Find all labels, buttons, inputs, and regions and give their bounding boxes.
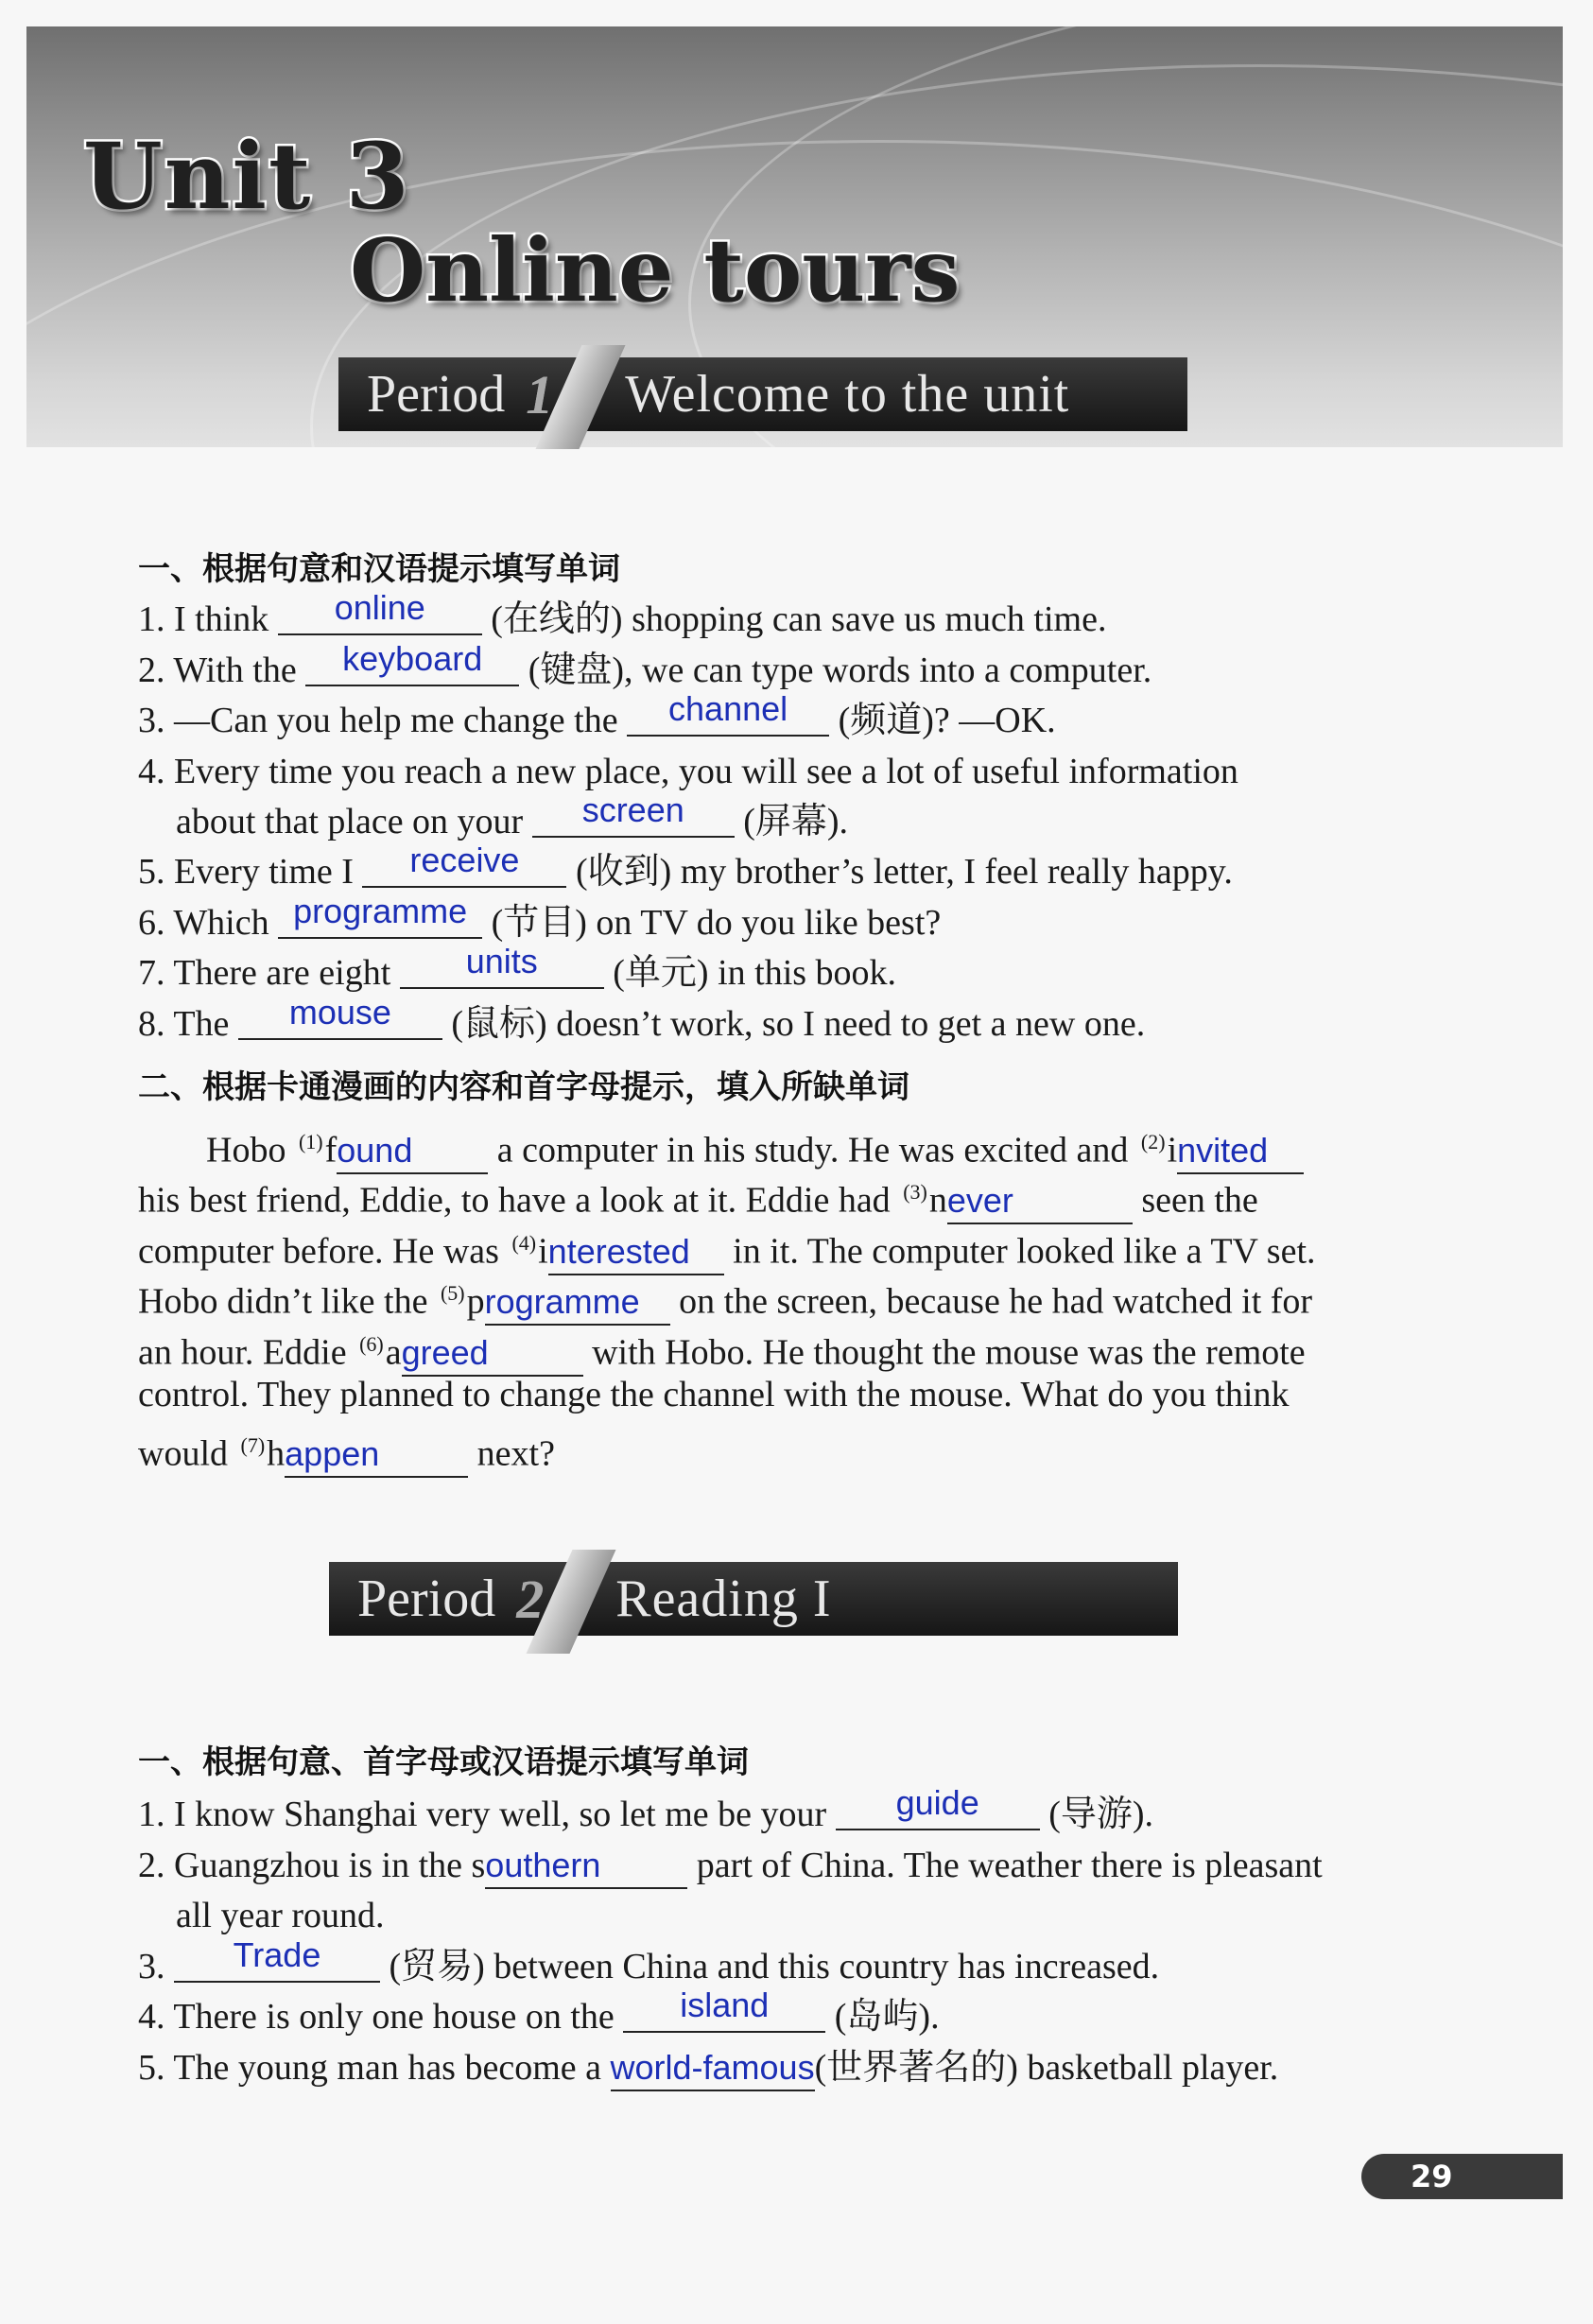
section-heading: 一、根据句意和汉语提示填写单词 — [138, 550, 620, 588]
exercise-line: all year round. — [176, 1896, 385, 1935]
answer-blank[interactable]: rogramme — [485, 1280, 670, 1326]
answer-blank[interactable]: ound — [337, 1129, 488, 1174]
answer-blank[interactable]: online — [278, 598, 482, 635]
exercise-line: 1. I think online (在线的) shopping can save us much time. — [138, 588, 1107, 639]
exercise-line: 7. There are eight units (单元) in this book. — [138, 942, 897, 993]
exercise-line: 3. —Can you help me change the channel (频道)? —OK. — [138, 689, 1056, 740]
passage-line: Hobo $^{(1)}$found a computer in his study. He was excited and $^{(2)}$invited — [206, 1120, 1304, 1174]
answer-blank[interactable]: greed — [402, 1331, 583, 1377]
section-heading: 一、根据句意、首字母或汉语提示填写单词 — [138, 1743, 749, 1781]
exercise-line: 5. The young man has become a world-famous(世界著名的) basketball player. — [138, 2046, 1278, 2091]
answer-blank[interactable]: ever — [947, 1179, 1133, 1224]
period-title: Welcome to the unit — [625, 365, 1070, 424]
exercise-line: 3. Trade (贸易) between China and this country has increased. — [138, 1935, 1160, 1986]
exercise-line: 6. Which programme (节目) on TV do you like best? — [138, 892, 942, 943]
unit-title: Unit 3 — [83, 123, 411, 230]
unit-subtitle: Online tours — [350, 219, 961, 321]
exercise-line: 2. With the keyboard (键盘), we can type words into a computer. — [138, 639, 1152, 690]
period-number: 2 — [516, 1568, 545, 1630]
answer-blank[interactable]: world-famous — [611, 2046, 815, 2091]
answer-blank[interactable]: programme — [278, 901, 482, 939]
period-label: Period — [367, 365, 506, 424]
page-number: 29 — [1361, 2154, 1563, 2199]
period-1-bar — [338, 357, 1187, 431]
answer-blank[interactable]: channel — [627, 699, 829, 737]
passage-line: computer before. He was $^{(4)}$interested in it. The computer looked like a TV set. — [138, 1222, 1316, 1275]
answer-blank[interactable]: appen — [285, 1432, 468, 1478]
exercise-line: 5. Every time I receive (收到) my brother’s letter, I feel really happy. — [138, 841, 1233, 892]
passage-line: would $^{(7)}$happen next? — [138, 1424, 555, 1478]
answer-blank[interactable]: guide — [836, 1793, 1040, 1830]
answer-blank[interactable]: island — [623, 1995, 825, 2033]
period-number: 1 — [526, 363, 554, 425]
answer-blank[interactable]: mouse — [238, 1002, 442, 1040]
answer-blank[interactable]: receive — [362, 850, 566, 888]
answer-blank[interactable]: Trade — [174, 1945, 380, 1983]
answer-blank[interactable]: screen — [532, 800, 735, 838]
answer-blank[interactable]: outhern — [485, 1844, 687, 1889]
exercise-line: 1. I know Shanghai very well, so let me be your guide (导游). — [138, 1783, 1153, 1834]
section-heading: 二、根据卡通漫画的内容和首字母提示，填入所缺单词 — [138, 1068, 909, 1106]
passage-line: Hobo didn’t like the $^{(5)}$programme on the screen, because he had watched it for — [138, 1272, 1312, 1326]
exercise-line: 8. The mouse (鼠标) doesn’t work, so I need to get a new one. — [138, 993, 1146, 1044]
passage-line: an hour. Eddie $^{(6)}$agreed with Hobo. He thought the mouse was the remote — [138, 1323, 1306, 1377]
period-2-bar — [329, 1562, 1178, 1636]
answer-blank[interactable]: nvited — [1177, 1129, 1304, 1174]
exercise-line: 4. Every time you reach a new place, you will see a lot of useful information — [138, 752, 1238, 791]
answer-blank[interactable]: units — [400, 951, 604, 989]
exercise-line: 4. There is only one house on the island (岛屿). — [138, 1986, 940, 2037]
answer-blank[interactable]: keyboard — [305, 649, 519, 686]
passage-line: control. They planned to change the channel with the mouse. What do you think — [138, 1375, 1290, 1414]
exercise-line: about that place on your screen (屏幕). — [176, 790, 849, 841]
period-label: Period — [357, 1570, 496, 1628]
answer-blank[interactable]: nterested — [548, 1230, 724, 1275]
exercise-line: 2. Guangzhou is in the southern part of China. The weather there is pleasant — [138, 1844, 1323, 1889]
passage-line: his best friend, Eddie, to have a look at it. Eddie had $^{(3)}$never seen the — [138, 1171, 1258, 1224]
period-title: Reading I — [615, 1570, 832, 1628]
